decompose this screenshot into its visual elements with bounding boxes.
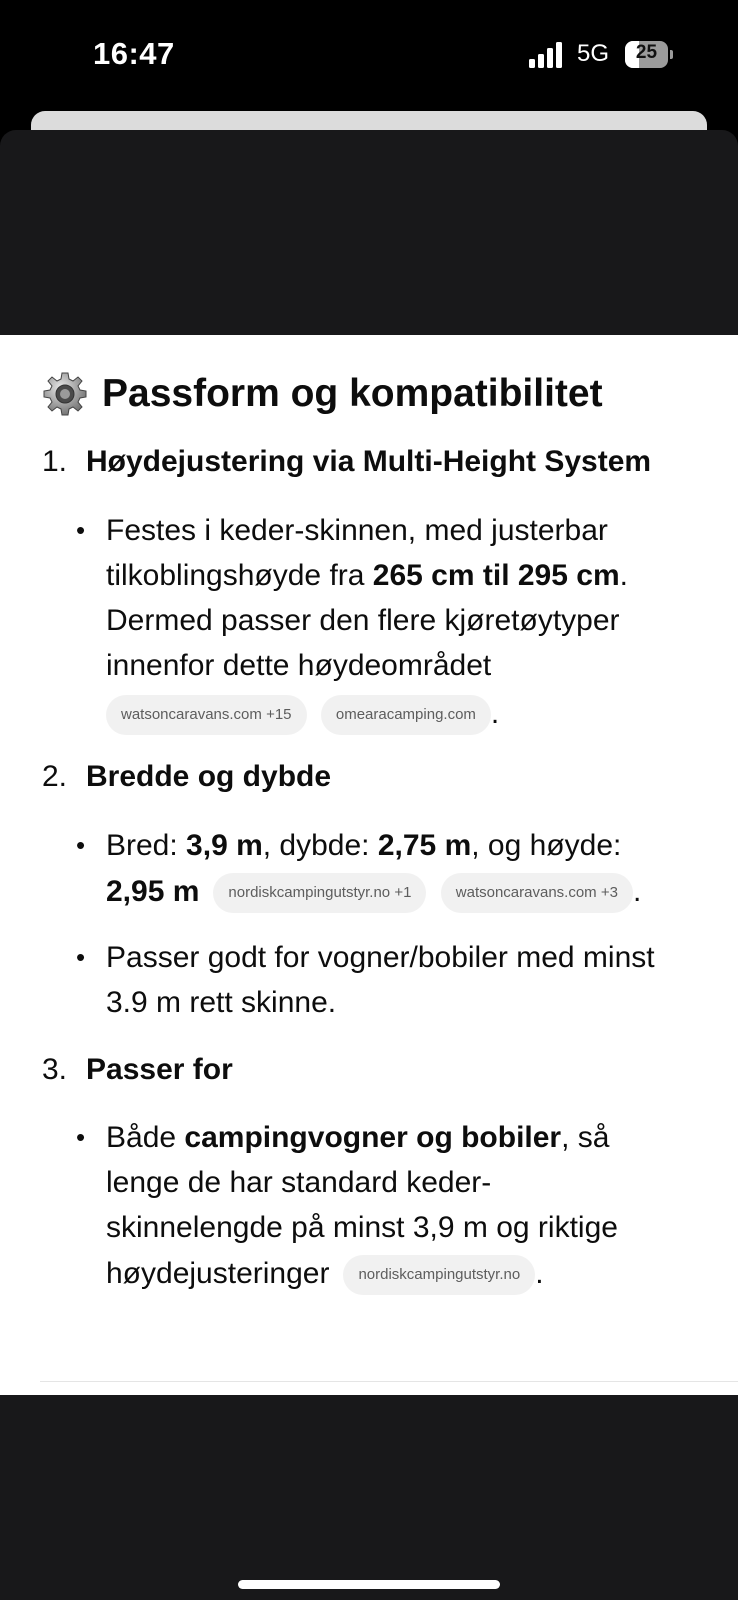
- home-indicator[interactable]: [238, 1580, 500, 1589]
- source-chip[interactable]: omearacamping.com: [321, 695, 491, 735]
- bullet-text: .: [490, 697, 500, 730]
- bullet-text: høydejusteringer: [106, 1257, 330, 1290]
- battery-icon: [625, 41, 673, 68]
- list-item-2: [42, 760, 331, 794]
- bullet-text: skinnelengde på minst 3,9 m og riktige: [106, 1211, 618, 1244]
- network-type: 5G: [577, 40, 610, 67]
- bullet-text: .: [619, 559, 628, 592]
- source-chip[interactable]: watsoncaravans.com +15: [106, 695, 307, 735]
- bullet-item: [76, 1115, 736, 1315]
- status-time: 16:47: [93, 36, 175, 71]
- list-item-1: [42, 445, 651, 479]
- message-content: [0, 335, 738, 1395]
- heading-title: Passform og kompatibilitet: [102, 372, 603, 415]
- bullet-dot: •: [76, 830, 86, 860]
- bullet-text: , og høyde:: [471, 829, 622, 862]
- source-chip[interactable]: nordiskcampingutstyr.no: [343, 1255, 535, 1295]
- divider: [40, 1381, 738, 1382]
- signal-icon: [529, 42, 565, 68]
- bullet-bold: 2,75 m: [377, 829, 472, 862]
- bullet-dot: •: [76, 515, 86, 545]
- battery-level: 25: [635, 42, 658, 63]
- list-title: Høydejustering via Multi-Height System: [86, 445, 652, 478]
- bullet-bold: 2,95 m: [106, 875, 200, 908]
- bullet-text: , så: [561, 1121, 610, 1154]
- bullet-dot: •: [76, 942, 86, 972]
- bullet-bold: campingvogner og bobiler: [184, 1121, 562, 1154]
- section-heading: [42, 371, 603, 417]
- list-number: 1.: [42, 445, 68, 478]
- gear-icon: [42, 371, 88, 417]
- bottom-dark-panel: [0, 1395, 738, 1600]
- source-chip[interactable]: watsoncaravans.com +3: [441, 873, 633, 913]
- top-dark-panel: [0, 130, 738, 335]
- list-item-3: [42, 1053, 233, 1087]
- bullet-bold: 3,9 m: [186, 829, 263, 862]
- bullet-text: innenfor dette høydeområdet: [106, 649, 492, 682]
- list-title: Bredde og dybde: [86, 760, 332, 793]
- list-number: 3.: [42, 1053, 68, 1086]
- bullet-item: [76, 508, 736, 738]
- bullet-text: Både: [106, 1121, 185, 1154]
- bullet-text: , dybde:: [262, 829, 378, 862]
- bullet-item: [76, 935, 736, 1035]
- list-number: 2.: [42, 760, 68, 793]
- bullet-item: [76, 823, 736, 923]
- source-chip[interactable]: nordiskcampingutstyr.no +1: [213, 873, 426, 913]
- bullet-text: Festes i keder-skinnen, med justerbar: [106, 514, 608, 547]
- bullet-bold: 265 cm til 295 cm: [372, 559, 620, 592]
- bullet-dot: •: [76, 1122, 86, 1152]
- bullet-text: .: [535, 1257, 544, 1290]
- bullet-text: Dermed passer den flere kjøretøytyper: [106, 604, 620, 637]
- bullet-text: 3.9 m rett skinne.: [106, 986, 337, 1019]
- bullet-text: .: [632, 875, 642, 908]
- bullet-text: tilkoblingshøyde fra: [106, 559, 373, 592]
- bullet-text: Passer godt for vogner/bobiler med minst: [106, 941, 655, 974]
- bullet-text: Bred:: [106, 829, 187, 862]
- bullet-text: lenge de har standard keder-: [106, 1166, 492, 1199]
- status-bar: [0, 0, 738, 110]
- list-title: Passer for: [86, 1053, 233, 1086]
